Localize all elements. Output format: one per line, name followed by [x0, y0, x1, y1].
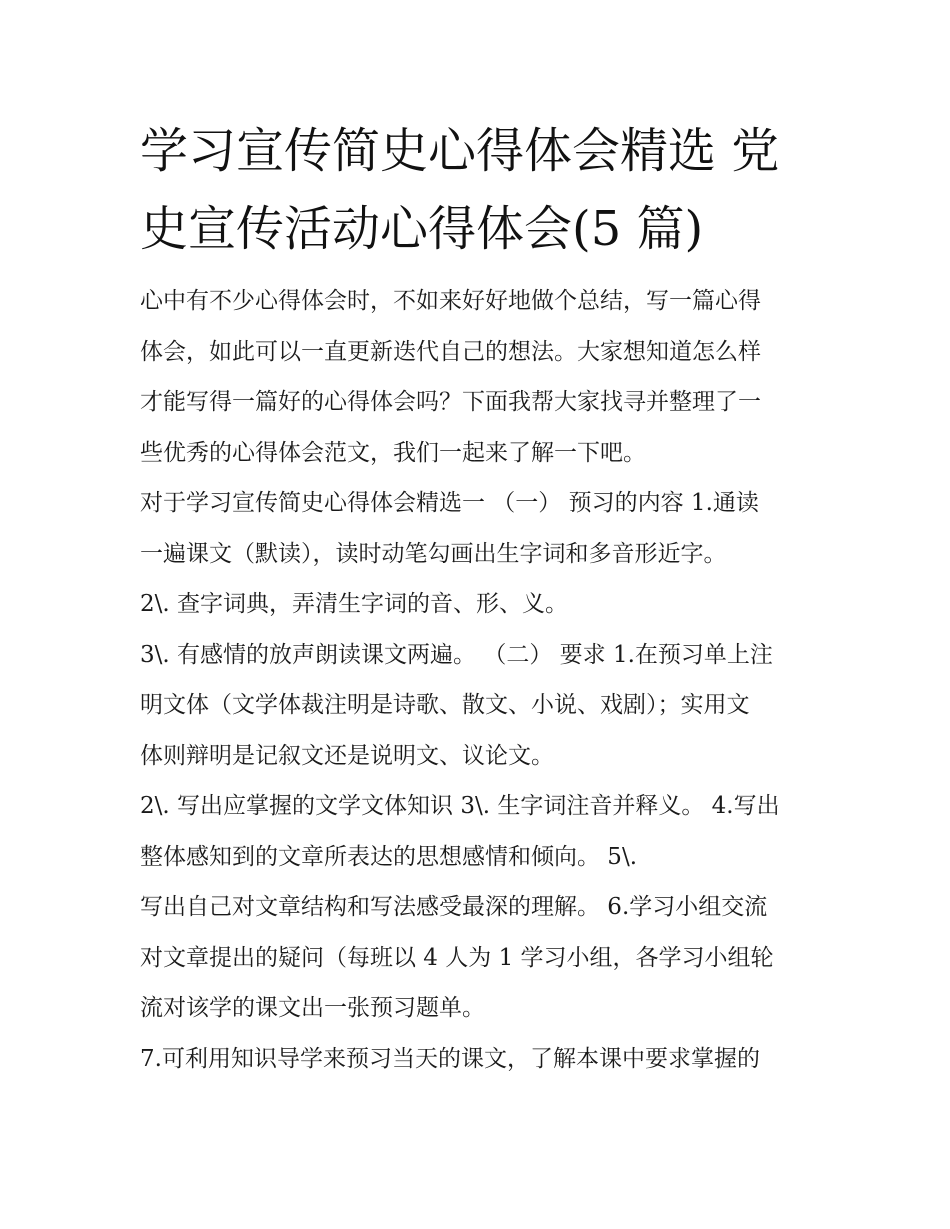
- body-line-15: 流对该学的课文出一张预习题单。: [140, 995, 485, 1021]
- body-line-3: 才能写得一篇好的心得体会吗？下面我帮大家找寻并整理了一: [140, 389, 761, 415]
- body-line-16: 7.可利用知识导学来预习当天的课文，了解本课中要求掌握的: [140, 1045, 760, 1072]
- body-line-12: 整体感知到的文章所表达的思想感情和倾向。 5\.: [140, 843, 638, 870]
- body-line-1: 心中有不少心得体会时，不如来好好地做个总结，写一篇心得: [140, 288, 761, 314]
- body-line-14: 对文章提出的疑问（每班以 4 人为 1 学习小组，各学习小组轮: [140, 944, 774, 971]
- title-line-2: 史宣传活动心得体会(5 篇): [140, 201, 704, 257]
- body-line-6: 一遍课文（默读），读时动笔勾画出生字词和多音形近字。: [140, 540, 727, 567]
- body-line-5: 对于学习宣传简史心得体会精选一 （一） 预习的内容 1.通读: [140, 490, 759, 516]
- body-line-2: 体会，如此可以一直更新迭代自己的想法。大家想知道怎么样: [140, 338, 761, 365]
- title-line-1: 学习宣传简史心得体会精选 党: [140, 123, 780, 179]
- body-line-13: 写出自己对文章结构和写法感受最深的理解。 6.学习小组交流: [140, 894, 768, 920]
- document-body: [140, 276, 830, 1084]
- body-line-7: 2\. 查字词典，弄清生字词的音、形、义。: [140, 591, 569, 617]
- body-line-10: 体则辩明是记叙文还是说明文、议论文。: [140, 742, 554, 769]
- body-line-4: 些优秀的心得体会范文，我们一起来了解一下吧。: [140, 439, 646, 466]
- body-line-11: 2\. 写出应掌握的文学文体知识 3\. 生字词注音并释义。 4.写出: [140, 793, 780, 819]
- body-line-9: 明文体（文学体裁注明是诗歌、散文、小说、戏剧）；实用文: [140, 692, 750, 718]
- body-line-8: 3\. 有感情的放声朗读课文两遍。 （二） 要求 1.在预习单上注: [140, 641, 773, 668]
- document-title: [140, 112, 820, 268]
